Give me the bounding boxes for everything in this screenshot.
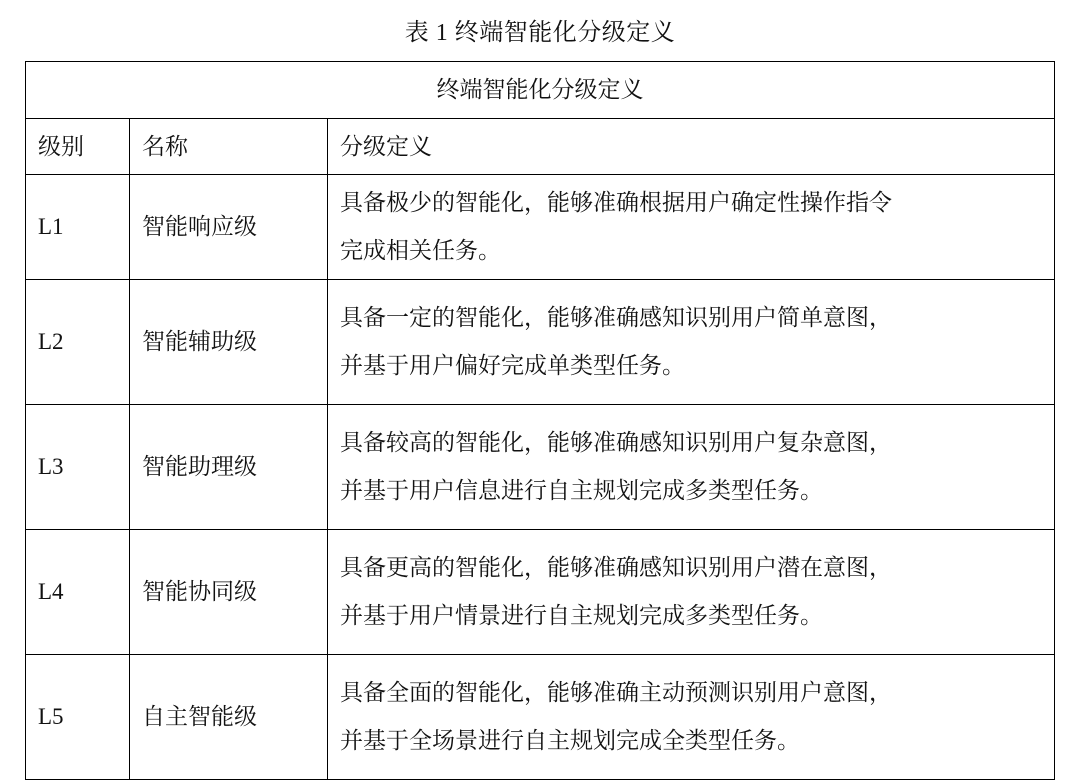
- cell-name: 智能助理级: [130, 404, 328, 529]
- definition-line: 具备一定的智能化，能够准确感知识别用户简单意图，: [340, 304, 892, 330]
- table-title: 终端智能化分级定义: [26, 62, 1055, 119]
- definition-line: 并基于用户偏好完成单类型任务。: [340, 352, 685, 378]
- table-row: [26, 175, 1055, 279]
- table-title-row: [26, 62, 1055, 119]
- cell-name: 智能协同级: [130, 529, 328, 654]
- definition-line: 具备较高的智能化，能够准确感知识别用户复杂意图，: [340, 429, 892, 455]
- table-row: [26, 279, 1055, 404]
- definition-line: 具备更高的智能化，能够准确感知识别用户潜在意图，: [340, 554, 892, 580]
- table-caption: 表 1 终端智能化分级定义: [404, 20, 676, 46]
- definition-line: 具备全面的智能化，能够准确主动预测识别用户意图，: [340, 679, 892, 705]
- cell-definition: [328, 404, 1055, 529]
- definition-line: 具备极少的智能化，能够准确根据用户确定性操作指令: [340, 190, 892, 216]
- cell-level: L4: [26, 529, 130, 654]
- cell-definition: [328, 279, 1055, 404]
- cell-level: L1: [26, 175, 130, 279]
- cell-definition: [328, 175, 1055, 279]
- table-header-row: [26, 118, 1055, 175]
- cell-level: L2: [26, 279, 130, 404]
- table-row: [26, 404, 1055, 529]
- column-header-name: 名称: [130, 118, 328, 175]
- table-row: [26, 529, 1055, 654]
- column-header-level: 级别: [26, 118, 130, 175]
- cell-name: 智能响应级: [130, 175, 328, 279]
- cell-name: 智能辅助级: [130, 279, 328, 404]
- definition-line: 并基于用户信息进行自主规划完成多类型任务。: [340, 477, 823, 503]
- cell-level: L3: [26, 404, 130, 529]
- definition-line: 完成相关任务。: [340, 237, 501, 263]
- definition-line: 并基于用户情景进行自主规划完成多类型任务。: [340, 602, 823, 628]
- table-row: [26, 654, 1055, 779]
- column-header-definition: 分级定义: [328, 118, 1055, 175]
- cell-definition: [328, 529, 1055, 654]
- cell-name: 自主智能级: [130, 654, 328, 779]
- terminal-intelligence-grading-table: [25, 61, 1055, 780]
- cell-level: L5: [26, 654, 130, 779]
- definition-line: 并基于全场景进行自主规划完成全类型任务。: [340, 727, 800, 753]
- cell-definition: [328, 654, 1055, 779]
